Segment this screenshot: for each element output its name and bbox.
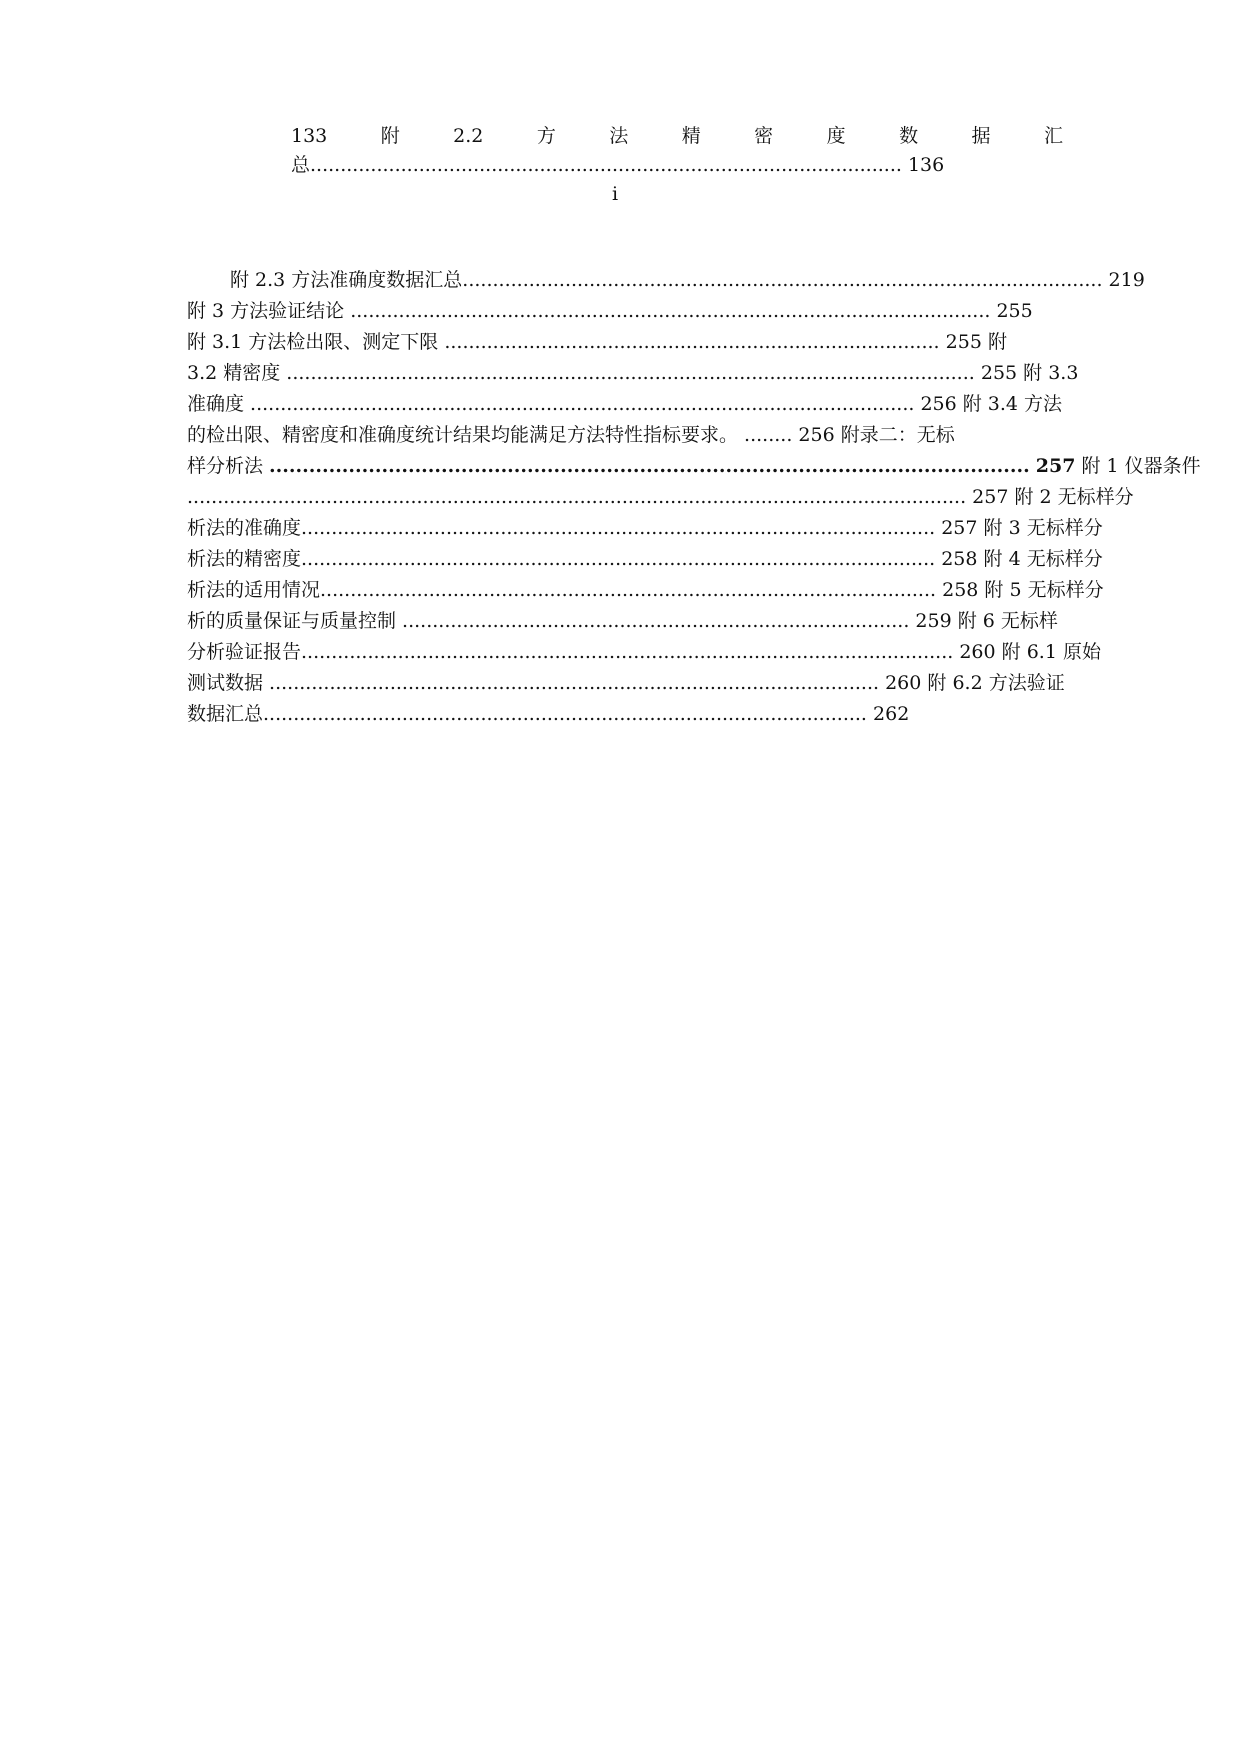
toc-token: 密 (754, 125, 774, 147)
toc-entry-title: 析的质量保证与质量控制 (187, 610, 403, 632)
toc-leader-dots: .......................................................................................................... (350, 300, 991, 322)
toc-token: 方 (536, 125, 556, 147)
toc-page-number: 262 (873, 703, 910, 725)
toc-page-number: 260 附 6.2 方法验证 (885, 672, 1065, 694)
toc-entry-title: 样分析法 (187, 455, 270, 477)
toc-line (187, 453, 1201, 479)
toc-token: 附 (380, 125, 400, 147)
toc-line (187, 577, 1104, 603)
toc-page-number: 256 附 3.4 方法 (920, 393, 1063, 415)
toc-token: 精 (681, 125, 701, 147)
toc-line (230, 267, 1145, 293)
toc-leader-dots: ...................................................................................................... (320, 579, 937, 601)
toc-entry-title: 测试数据 (187, 672, 270, 694)
toc-fragment-line-2 (291, 152, 944, 178)
toc-token: 数 (899, 125, 919, 147)
toc-line (187, 484, 1134, 510)
page-number: i (612, 183, 619, 205)
toc-leader-dots: ......................................................................................................... (301, 517, 936, 539)
toc-token: 度 (826, 125, 846, 147)
toc-line (187, 360, 1078, 386)
toc-page-number: 256 附录二：无标 (798, 424, 955, 446)
toc-page-number: 255 (996, 300, 1033, 322)
toc-token: 法 (609, 125, 629, 147)
toc-leader-dots: .............................................................................................................. (250, 393, 915, 415)
toc-line (187, 515, 1103, 541)
toc-entry-title: 析法的精密度 (187, 548, 302, 570)
toc-leader-dots: .................................................................................................. (310, 154, 902, 176)
toc-token: 据 (971, 125, 991, 147)
toc-leader-dots: ................................................................................................................... (269, 455, 1030, 477)
toc-page-number: 259 附 6 无标样 (915, 610, 1058, 632)
toc-leader-dots: ........ (744, 424, 793, 446)
toc-line (187, 670, 1065, 696)
toc-token: 2.2 (453, 125, 484, 147)
toc-entry-title: 附 2.3 方法准确度数据汇总 (230, 269, 463, 291)
toc-page-number: 258 附 4 无标样分 (941, 548, 1103, 570)
toc-leader-dots: .................................................................................. (444, 331, 940, 353)
toc-leader-dots: ................................................................................................................................. (187, 486, 967, 508)
toc-entry-title: 析法的适用情况 (187, 579, 321, 601)
toc-token: 汇 (1043, 125, 1063, 147)
toc-entry-title: 的检出限、精密度和准确度统计结果均能满足方法特性指标要求。 (187, 424, 745, 446)
toc-entry-title: 析法的准确度 (187, 517, 302, 539)
toc-page-number: 136 (907, 154, 945, 176)
toc-entry-title: 附 3 方法验证结论 (187, 300, 351, 322)
toc-line (187, 639, 1101, 665)
toc-line (187, 701, 909, 727)
toc-leader-dots: .................................................................................... (402, 610, 910, 632)
toc-token: 133 (291, 125, 328, 147)
toc-entry-title: 分析验证报告 (187, 641, 302, 663)
toc-page-number: 260 附 6.1 原始 (959, 641, 1101, 663)
toc-line (187, 329, 1007, 355)
toc-page-number: 257 附 3 无标样分 (941, 517, 1103, 539)
toc-leader-dots: .......................................................................................................... (462, 269, 1103, 291)
toc-entry-title: 3.2 精密度 (187, 362, 287, 384)
toc-entry-title: 总 (291, 154, 311, 176)
toc-fragment-spread-line (291, 123, 1063, 149)
toc-entry-continuation: 附 1 仪器条件 (1075, 455, 1201, 477)
toc-line (187, 546, 1103, 572)
toc-line (187, 391, 1062, 417)
toc-leader-dots: .................................................................................................................. (286, 362, 975, 384)
toc-page-number: 255 附 (945, 331, 1007, 353)
toc-leader-dots: ............................................................................................................ (301, 641, 954, 663)
toc-page-number: 257 附 2 无标样分 (972, 486, 1134, 508)
toc-line (187, 422, 955, 448)
toc-page-number: 219 (1108, 269, 1145, 291)
toc-entry-title: 数据汇总 (187, 703, 264, 725)
toc-leader-dots: .................................................................................................... (263, 703, 867, 725)
toc-entry-title: 附 3.1 方法检出限、测定下限 (187, 331, 445, 353)
toc-page-number: 258 附 5 无标样分 (942, 579, 1104, 601)
toc-leader-dots: ..................................................................................................... (269, 672, 880, 694)
toc-leader-dots: ......................................................................................................... (301, 548, 936, 570)
toc-line (187, 608, 1058, 634)
toc-page-number: 257 (1035, 455, 1076, 477)
toc-entry-title: 准确度 (187, 393, 251, 415)
toc-line (187, 298, 1033, 324)
toc-page-number: 255 附 3.3 (980, 362, 1079, 384)
